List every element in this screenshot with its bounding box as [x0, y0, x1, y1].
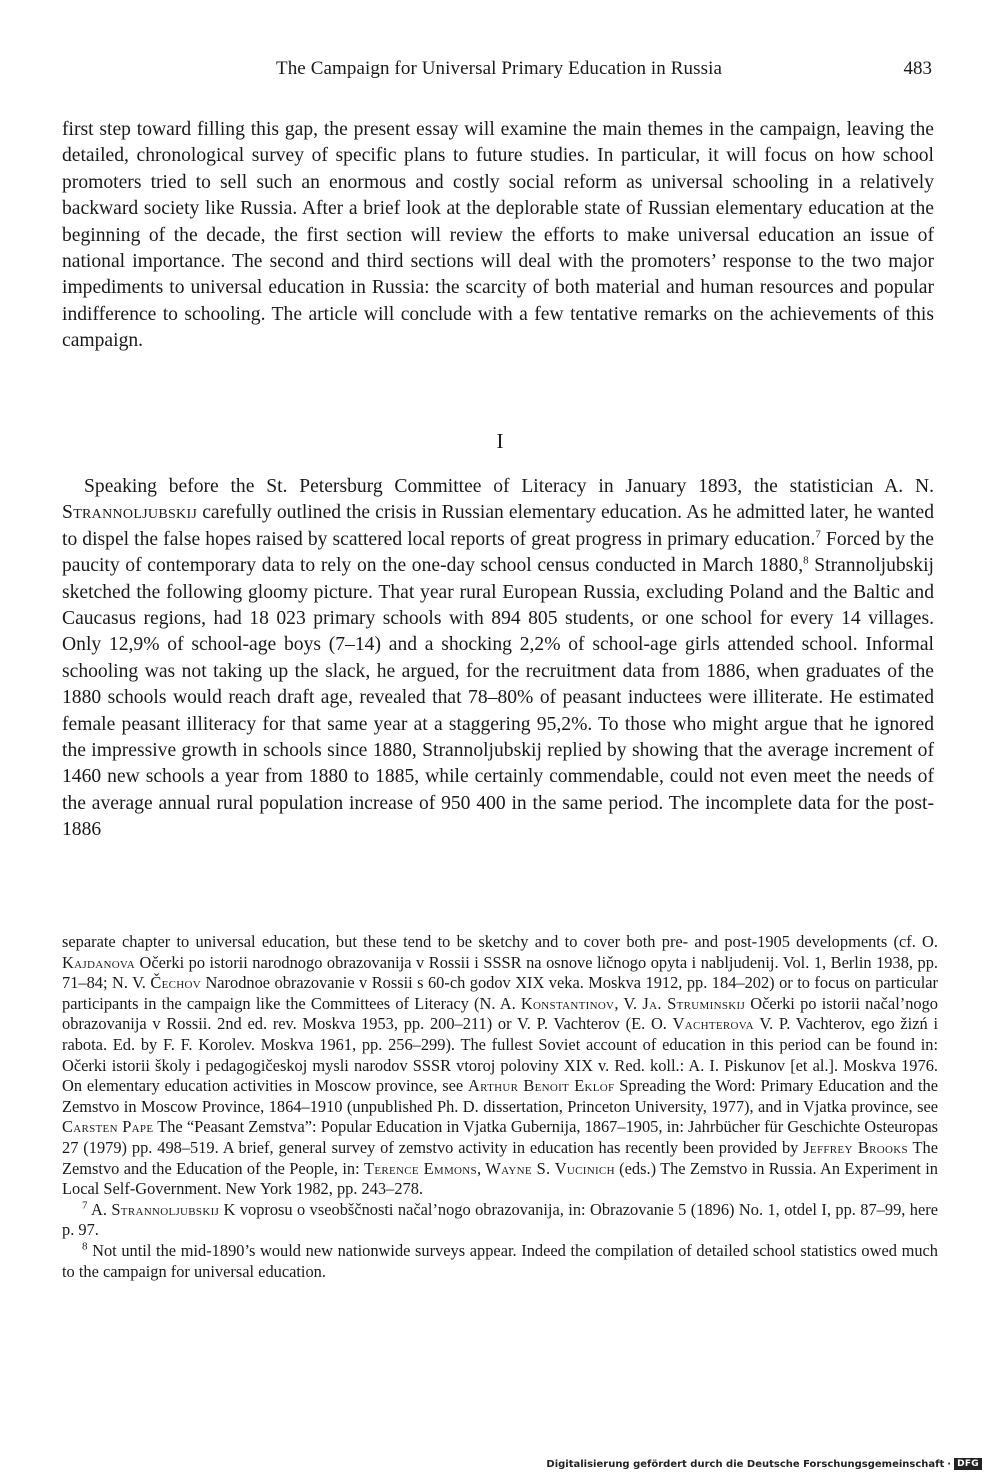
footnote-number: 8	[82, 1240, 88, 1253]
footnote-ref-8[interactable]: 8	[803, 554, 809, 567]
body-paragraph-2	[62, 474, 934, 844]
fn-text: Narodnoe obrazovanie v Rossii s 60-ch godov XIX veka. Moskva 1912, pp. 184–202) or to focus on particular participants in the campaign like the Committees of Literacy (N. A.	[62, 973, 938, 1013]
p2-text-a: Speaking before the St. Petersburg Committee of Literacy in January 1893, the statistician A. N.	[84, 476, 934, 497]
fn-text: (eds.) The Zemstvo in Russia. An Experiment in Local Self-Government. New York 1982, pp. 243–278.	[62, 1158, 938, 1199]
author-name: Čechov	[150, 973, 201, 993]
author-name: Konstantinov	[520, 993, 615, 1013]
author-name: Strannoljubskij	[111, 1199, 220, 1219]
body-paragraph-1: first step toward filling this gap, the present essay will examine the main themes in the campaign, leaving the detailed, chronological survey of specific plans to future studies. In particular, it will focus on how school promoters tried to sell such an enormous and costly social reform as universal schooling in a relatively backward society like Russia. After a brief look at the deplorable state of Russian elementary education at the beginning of the decade, the first section will review the efforts to make universal education an issue of national importance. The second and third sections will deal with the promoters’ response to the two major impediments to universal education in Russia: the scarcity of both material and human resources and popular indifference to schooling. The article will conclude with a few tentative remarks on the achievements of this campaign.	[62, 119, 934, 352]
fn-text: Not until the mid-1890’s would new nationwide surveys appear. Indeed the compilation of detailed school statistics owed much to the campaign for universal education.	[62, 1240, 938, 1281]
credit-text: Digitalisierung gefördert durch die Deutsche Forschungsgemeinschaft	[546, 1458, 945, 1470]
footnote-continuation	[62, 932, 938, 1200]
footnote-7	[62, 1200, 938, 1241]
footnotes	[62, 932, 938, 1282]
fn-text: Očerki po istorii narodnogo obrazovanija v Rossii i SSSR na osnove ličnogo opyta i nabljudenij. Vol. 1, Berlin 1938, pp. 71–84; N. V.	[62, 952, 938, 993]
author-name: Vachterova	[672, 1014, 754, 1034]
fn-text: K voprosu o vseobščnosti načal’nogo obrazovanija, in: Obrazovanie 5 (1896) No. 1, otdel I, pp. 87–99, here p. 97.	[62, 1199, 938, 1240]
author-name: Jeffrey Brooks	[803, 1137, 908, 1157]
author-name: Strannoljubskij	[62, 502, 198, 524]
fn-text: separate chapter to universal education, but these tend to be sketchy and to cover both pre- and post-1905 developments (cf. O.	[62, 932, 938, 951]
author-name: Arthur Benoit Eklof	[467, 1076, 615, 1096]
fn-text: ,	[476, 1158, 486, 1178]
footnote-8	[62, 1241, 938, 1282]
fn-text: V. P. Vachterov, ego žizń i rabota. Ed. by F. F. Korolev. Moskva 1961, pp. 256–299). The fullest Soviet account of education in this period can be found in: Očerki istorii školy i pedagogičeskoj mysli narodov SSSR vtoroj poloviny XIX v. Red. koll.: A. I. Piskunov [et al.]. Moskva 1976. On elementary education activities in Moscow province, see	[62, 1014, 938, 1096]
p2-text-b: carefully outlined the crisis in Russian elementary education. As he admitted later, he wanted to dispel the false hopes raised by scattered local reports of great progress in primary education.	[62, 502, 934, 550]
running-title: The Campaign for Universal Primary Education in Russia	[276, 58, 722, 79]
fn-text: The “Peasant Zemstva”: Popular Education in Vjatka Gubernija, 1867–1905, in: Jahrbücher für Geschichte Osteuropas 27 (1979) pp. 498–519. A brief, general survey of zemstvo activity in education has recently been provided by	[62, 1117, 939, 1157]
running-header	[62, 58, 936, 86]
section-heading: I	[496, 429, 504, 453]
digitization-credit	[546, 1458, 982, 1470]
author-name: Kajdanova	[62, 952, 136, 972]
credit-separator: ·	[947, 1458, 952, 1470]
author-name: Carsten Pape	[62, 1117, 154, 1137]
fn-text: The Zemstvo and the Education of the People, in:	[62, 1137, 938, 1178]
fn-text: , V.	[614, 993, 643, 1013]
fn-text: Očerki po istorii načal’nogo obrazovanija v Rossii. 2nd ed. rev. Moskva 1953, pp. 200–211) or V. P. Vachterov (E. O.	[62, 993, 938, 1034]
author-name: Terence Emmons	[364, 1158, 477, 1178]
fn-text: A.	[87, 1199, 112, 1219]
footnote-ref-7[interactable]: 7	[815, 528, 821, 541]
p2-text-d: Strannoljubskij sketched the following gloomy picture. That year rural European Russia, excluding Poland and the Baltic and Caucasus regions, had 18 023 primary schools with 894 805 students, or one school for every 14 villages. Only 12,9% of school-age boys (7–14) and a shocking 2,2% of school-age girls attended school. Informal schooling was not taking up the slack, he argued, for the recruitment data from 1886, when graduates of the 1880 schools would reach draft age, revealed that 78–80% of peasant inductees were illiterate. He estimated female peasant illiteracy for that same year at a staggering 95,2%. To those who might argue that he ignored the impressive growth in schools since 1880, Strannoljubskij replied by showing that the average increment of 1460 new schools a year from 1880 to 1885, while certainly commendable, could not even meet the needs of the average annual rural population increase of 950 400 in the same period. The incomplete data for the post-1886	[62, 555, 934, 841]
author-name: Ja. Struminskij	[642, 993, 746, 1013]
footnote-number: 7	[82, 1199, 88, 1212]
page-number: 483	[903, 58, 932, 79]
author-name: Wayne S. Vucinich	[485, 1158, 615, 1178]
p2-text-c: Forced by the paucity of contemporary data to rely on the one-day school census conducted in March 1880,	[62, 528, 934, 577]
fn-text: Spreading the Word: Primary Education and the Zemstvo in Moscow Province, 1864–1910 (unpublished Ph. D. dissertation, Princeton University, 1977), and in Vjatka province, see	[62, 1076, 938, 1116]
dfg-logo: DFG	[954, 1458, 982, 1470]
